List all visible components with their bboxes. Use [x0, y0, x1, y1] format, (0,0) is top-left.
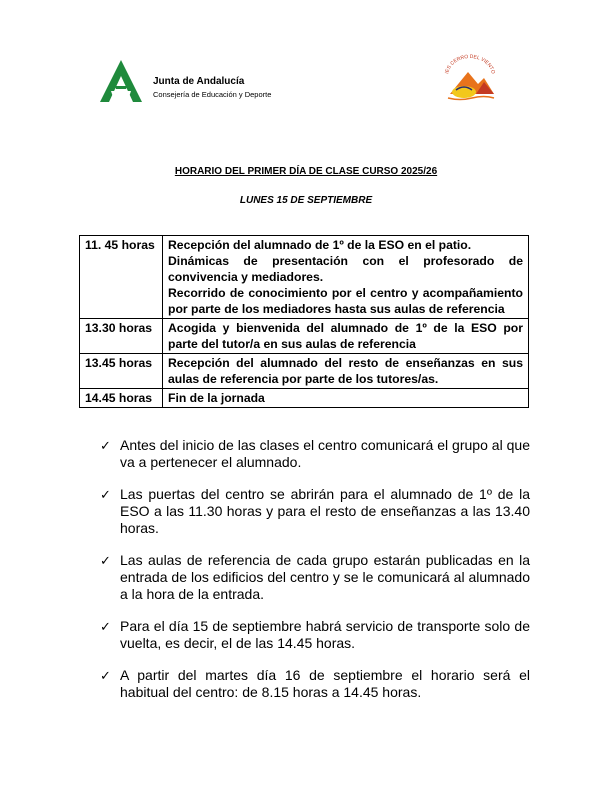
document-header: [0, 0, 612, 120]
note-text: A partir del martes día 16 de septiembre el horario será el habitual del centro: de 8.15 horas a 14.45 horas.: [120, 667, 530, 700]
schedule-time: 14.45 horas: [80, 389, 163, 408]
schedule-line: Acogida y bienvenida del alumnado de 1º de la ESO por parte del tutor/a en sus aulas de referencia: [168, 321, 523, 351]
checkmark-icon: ✓: [100, 668, 111, 683]
org-subtitle: Consejería de Educación y Deporte: [153, 90, 272, 99]
note-text: Las puertas del centro se abrirán para el alumnado de 1º de la ESO a las 11.30 horas y para el resto de enseñanzas a las 13.40 horas.: [120, 486, 530, 536]
note-text: Las aulas de referencia de cada grupo estarán publicadas en la entrada de los edificios del centro y se le comunicará al alumnado a la hora de la entrada.: [120, 552, 530, 602]
note-text: Para el día 15 de septiembre habrá servicio de transporte solo de vuelta, es decir, el de las 14.45 horas.: [120, 618, 530, 651]
svg-text:IES CERRO DEL VIENTO: [444, 54, 496, 75]
checkmark-icon: ✓: [100, 619, 111, 634]
junta-andalucia-logo-icon: [96, 58, 146, 104]
schedule-line: Dinámicas de presentación con el profesorado de convivencia y mediadores.: [168, 254, 523, 284]
ies-cerro-del-viento-logo-icon: [440, 54, 500, 104]
schedule-time: 13.30 horas: [80, 319, 163, 354]
note-text: Antes del inicio de las clases el centro comunicará el grupo al que va a pertenecer el alumnado.: [120, 437, 530, 470]
org-name-block: [153, 76, 271, 100]
notes-list: [100, 437, 530, 716]
checkmark-icon: ✓: [100, 487, 111, 502]
schedule-line: Recepción del alumnado de 1º de la ESO en el patio.: [168, 238, 472, 252]
document-title: HORARIO DEL PRIMER DÍA DE CLASE CURSO 2025/26: [174, 166, 438, 177]
schedule-description: [163, 236, 529, 319]
list-item: [100, 667, 530, 701]
table-row: [80, 354, 529, 389]
schedule-description: [163, 319, 529, 354]
school-logo-text: IES CERRO DEL VIENTO: [444, 54, 496, 75]
schedule-time: 13.45 horas: [80, 354, 163, 389]
table-row: [80, 236, 529, 319]
schedule-description: [163, 389, 529, 408]
list-item: [100, 552, 530, 603]
checkmark-icon: ✓: [100, 553, 111, 568]
list-item: [100, 618, 530, 652]
schedule-time: 11. 45 horas: [80, 236, 163, 319]
schedule-line: Fin de la jornada: [168, 391, 265, 405]
list-item: [100, 437, 530, 471]
schedule-table: [79, 235, 529, 408]
table-row: [80, 319, 529, 354]
schedule-description: [163, 354, 529, 389]
table-row: [80, 389, 529, 408]
checkmark-icon: ✓: [100, 438, 111, 453]
schedule-table-body: [80, 236, 529, 408]
list-item: [100, 486, 530, 537]
schedule-line: Recorrido de conocimiento por el centro y acompañamiento por parte de los mediadores hasta sus aulas de referencia: [168, 286, 523, 316]
org-title: Junta de Andalucía: [153, 76, 245, 87]
document-date: LUNES 15 DE SEPTIEMBRE: [239, 195, 373, 206]
schedule-line: Recepción del alumnado del resto de enseñanzas en sus aulas de referencia por parte de los tutores/as.: [168, 356, 523, 386]
